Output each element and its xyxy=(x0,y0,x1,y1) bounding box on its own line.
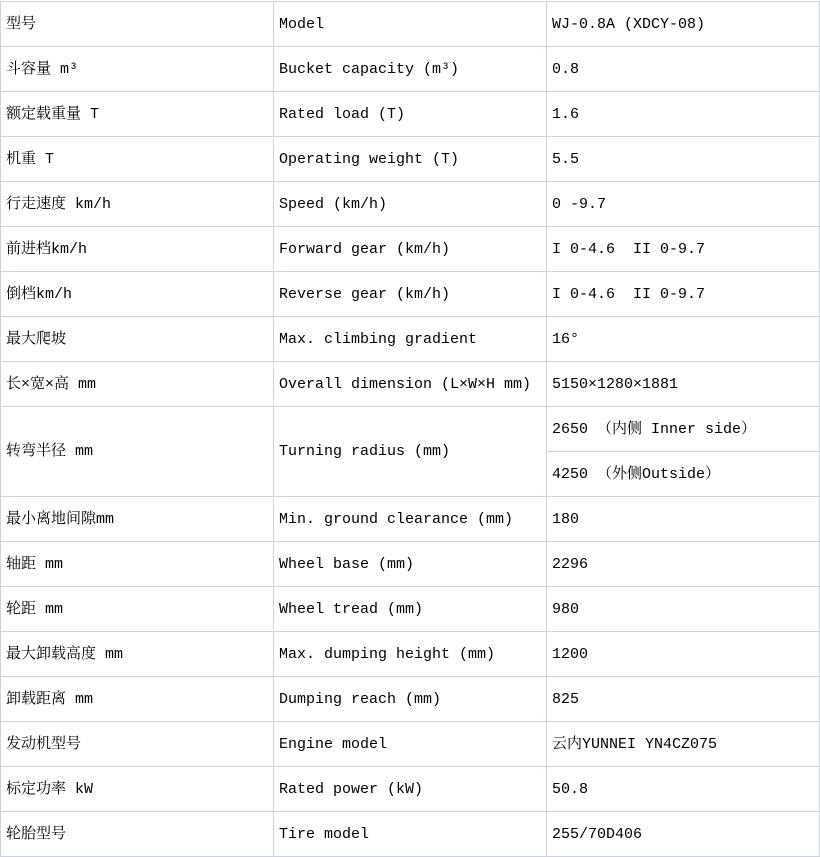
spec-label-en: Max. climbing gradient xyxy=(274,317,547,362)
spec-label-en: Overall dimension (L×W×H mm) xyxy=(274,362,547,407)
spec-label-en: Max. dumping height (mm) xyxy=(274,632,547,677)
spec-value: 云内YUNNEI YN4CZ075 xyxy=(547,722,820,767)
spec-label-en: Dumping reach (mm) xyxy=(274,677,547,722)
spec-label-cn: 机重 T xyxy=(1,137,274,182)
spec-value: 0.8 xyxy=(547,47,820,92)
table-row xyxy=(1,587,820,632)
spec-label-en: Forward gear (km/h) xyxy=(274,227,547,272)
spec-label-en: Tire model xyxy=(274,812,547,857)
spec-label-cn: 轮距 mm xyxy=(1,587,274,632)
spec-label-cn: 轴距 mm xyxy=(1,542,274,587)
spec-label-cn: 卸载距离 mm xyxy=(1,677,274,722)
table-row xyxy=(1,47,820,92)
table-row xyxy=(1,137,820,182)
spec-label-cn: 最小离地间隙mm xyxy=(1,497,274,542)
spec-label-en: Model xyxy=(274,2,547,47)
spec-value: 180 xyxy=(547,497,820,542)
spec-value: 825 xyxy=(547,677,820,722)
table-row xyxy=(1,92,820,137)
spec-value: 2296 xyxy=(547,542,820,587)
table-row xyxy=(1,317,820,362)
table-row xyxy=(1,362,820,407)
spec-label-en: Speed (km/h) xyxy=(274,182,547,227)
table-row xyxy=(1,632,820,677)
table-row xyxy=(1,407,820,452)
table-row xyxy=(1,542,820,587)
spec-label-en: Rated load (T) xyxy=(274,92,547,137)
spec-value-outside: 4250 （外侧Outside） xyxy=(547,452,820,497)
spec-value: 0 -9.7 xyxy=(547,182,820,227)
spec-label-en: Wheel base (mm) xyxy=(274,542,547,587)
spec-label-cn: 斗容量 m³ xyxy=(1,47,274,92)
spec-value: 1200 xyxy=(547,632,820,677)
spec-value: 5150×1280×1881 xyxy=(547,362,820,407)
table-row xyxy=(1,182,820,227)
spec-label-cn: 前进档km/h xyxy=(1,227,274,272)
spec-value: WJ-0.8A (XDCY-08) xyxy=(547,2,820,47)
table-row xyxy=(1,227,820,272)
table-row xyxy=(1,497,820,542)
table-row xyxy=(1,2,820,47)
spec-value-inner-side: 2650 （内侧 Inner side） xyxy=(547,407,820,452)
spec-label-en: Min. ground clearance (mm) xyxy=(274,497,547,542)
table-row xyxy=(1,272,820,317)
spec-label-en: Engine model xyxy=(274,722,547,767)
spec-label-cn: 发动机型号 xyxy=(1,722,274,767)
spec-label-cn: 轮胎型号 xyxy=(1,812,274,857)
spec-label-en: Turning radius (mm) xyxy=(274,407,547,497)
spec-value: 255/70D406 xyxy=(547,812,820,857)
spec-label-en: Reverse gear (km/h) xyxy=(274,272,547,317)
spec-label-cn: 行走速度 km/h xyxy=(1,182,274,227)
spec-label-cn: 倒档km/h xyxy=(1,272,274,317)
spec-value: 980 xyxy=(547,587,820,632)
spec-value: 5.5 xyxy=(547,137,820,182)
spec-value: 16° xyxy=(547,317,820,362)
spec-label-cn: 最大爬坡 xyxy=(1,317,274,362)
table-row xyxy=(1,677,820,722)
spec-label-cn: 长×宽×高 mm xyxy=(1,362,274,407)
spec-label-cn: 额定载重量 T xyxy=(1,92,274,137)
spec-label-cn: 标定功率 kW xyxy=(1,767,274,812)
spec-table xyxy=(0,1,820,857)
spec-value: 1.6 xyxy=(547,92,820,137)
spec-label-cn: 转弯半径 mm xyxy=(1,407,274,497)
spec-value: I 0-4.6 II 0-9.7 xyxy=(547,227,820,272)
table-row xyxy=(1,812,820,857)
spec-label-en: Operating weight (T) xyxy=(274,137,547,182)
spec-label-en: Rated power (kW) xyxy=(274,767,547,812)
spec-label-en: Bucket capacity (m³) xyxy=(274,47,547,92)
spec-label-cn: 型号 xyxy=(1,2,274,47)
spec-label-en: Wheel tread (mm) xyxy=(274,587,547,632)
spec-value: 50.8 xyxy=(547,767,820,812)
table-row xyxy=(1,767,820,812)
spec-value: I 0-4.6 II 0-9.7 xyxy=(547,272,820,317)
table-row xyxy=(1,722,820,767)
spec-label-cn: 最大卸载高度 mm xyxy=(1,632,274,677)
